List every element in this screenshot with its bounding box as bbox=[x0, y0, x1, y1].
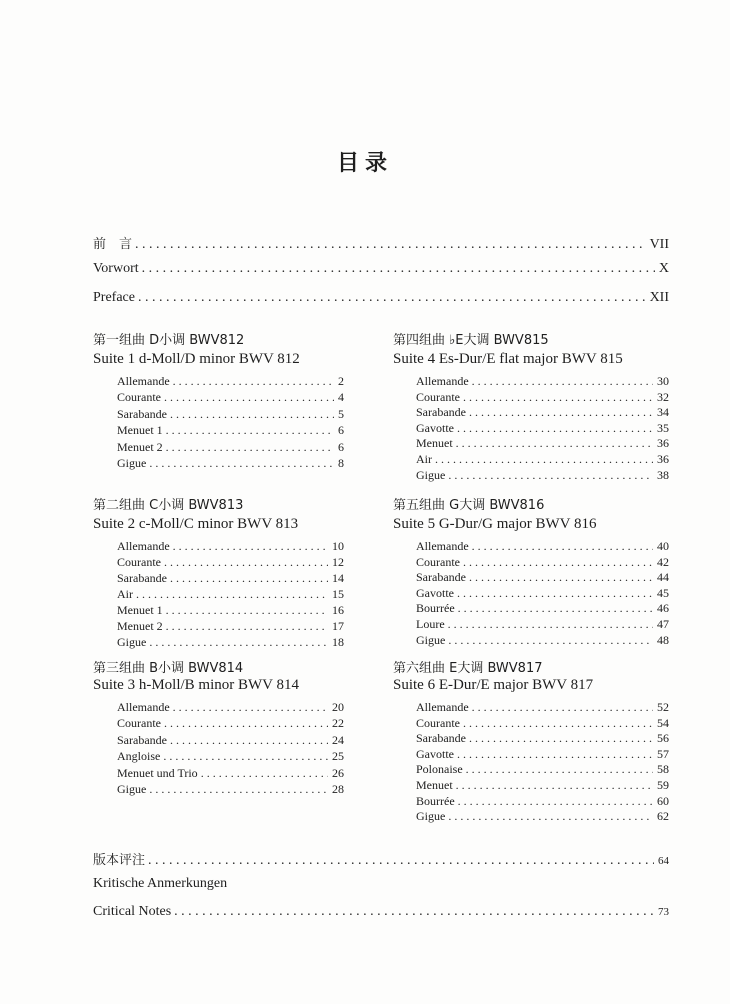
toc-entry[interactable] bbox=[117, 716, 344, 732]
suite-heading-cn: 第四组曲 ♭E大调 BWV815 bbox=[393, 333, 549, 348]
dot-leader bbox=[457, 747, 653, 762]
suite-heading-en: Suite 2 c-Moll/C minor BWV 813 bbox=[93, 516, 299, 532]
toc-entry[interactable] bbox=[117, 700, 344, 716]
entry-label: Courante bbox=[117, 555, 161, 569]
dot-leader bbox=[164, 390, 334, 405]
toc-entry[interactable] bbox=[416, 601, 669, 617]
toc-entry[interactable] bbox=[117, 440, 344, 456]
dot-leader bbox=[435, 452, 653, 467]
entry-page: 38 bbox=[657, 467, 669, 482]
entry-label: Gavotte bbox=[416, 420, 454, 435]
toc-entry[interactable] bbox=[416, 617, 669, 633]
suite-heading-cn: 第一组曲 D小调 BWV812 bbox=[93, 333, 245, 348]
entry-label: Menuet und Trio bbox=[117, 765, 198, 780]
entry-page: 52 bbox=[657, 700, 669, 714]
entry-label: Courante bbox=[416, 389, 460, 404]
toc-entry[interactable] bbox=[416, 794, 669, 810]
dot-leader bbox=[466, 762, 653, 777]
entry-page: 54 bbox=[657, 715, 669, 730]
toc-entry-vorwort[interactable] bbox=[93, 261, 669, 277]
entry-label: Gigue bbox=[416, 809, 446, 824]
entry-page: 6 bbox=[338, 439, 344, 454]
entry-page: 6 bbox=[338, 423, 344, 438]
dot-leader bbox=[173, 539, 328, 554]
dot-leader bbox=[135, 237, 646, 253]
entry-label: Air bbox=[117, 587, 133, 601]
dot-leader bbox=[201, 766, 328, 781]
entry-label: Sarabande bbox=[416, 405, 466, 420]
toc-entry[interactable] bbox=[117, 587, 344, 603]
entry-page: 46 bbox=[657, 601, 669, 616]
dot-leader bbox=[457, 421, 653, 436]
dot-leader bbox=[149, 456, 334, 471]
entry-page: 18 bbox=[332, 635, 344, 649]
entry-page: 64 bbox=[658, 855, 669, 867]
entry-label: Gigue bbox=[416, 632, 446, 647]
entry-label: Bourrée bbox=[416, 793, 455, 808]
entry-label: Allemande bbox=[416, 374, 469, 388]
toc-entry-preface[interactable] bbox=[93, 290, 669, 306]
entry-page: 35 bbox=[657, 420, 669, 435]
entry-page: 44 bbox=[657, 570, 669, 585]
entry-page: 32 bbox=[657, 389, 669, 404]
entry-label: Preface bbox=[93, 290, 135, 305]
entry-page: 10 bbox=[332, 539, 344, 553]
dot-leader bbox=[173, 374, 334, 389]
dot-leader bbox=[173, 700, 328, 715]
toc-entry[interactable] bbox=[416, 452, 669, 468]
entry-label: Air bbox=[416, 452, 432, 466]
entry-page: 25 bbox=[332, 749, 344, 764]
page-title: 目录 bbox=[336, 151, 393, 176]
toc-entry[interactable] bbox=[416, 586, 669, 602]
dot-leader bbox=[163, 749, 328, 764]
entry-label: Gavotte bbox=[416, 746, 454, 761]
suite-heading-en: Suite 6 E-Dur/E major BWV 817 bbox=[393, 677, 594, 693]
dot-leader bbox=[448, 468, 653, 483]
entry-page: 47 bbox=[657, 617, 669, 631]
toc-entry[interactable] bbox=[416, 436, 669, 452]
entry-page: 4 bbox=[338, 390, 344, 405]
dot-leader bbox=[463, 555, 653, 570]
toc-entry[interactable] bbox=[117, 619, 344, 635]
entry-page: 40 bbox=[657, 539, 669, 553]
dot-leader bbox=[174, 904, 654, 920]
dot-leader bbox=[149, 635, 328, 650]
dot-leader bbox=[456, 436, 653, 451]
entry-label: Allemande bbox=[416, 700, 469, 714]
entry-page: 26 bbox=[332, 765, 344, 780]
toc-entry[interactable] bbox=[416, 468, 669, 484]
toc-entry[interactable] bbox=[117, 390, 344, 406]
toc-entry[interactable] bbox=[117, 635, 344, 651]
entry-label: Gavotte bbox=[416, 585, 454, 600]
toc-entry[interactable] bbox=[117, 603, 344, 619]
dot-leader bbox=[170, 733, 328, 748]
dot-leader bbox=[457, 586, 653, 601]
entry-label: Sarabande bbox=[117, 571, 167, 585]
dot-leader bbox=[166, 619, 328, 634]
dot-leader bbox=[472, 374, 653, 389]
entry-page: 30 bbox=[657, 374, 669, 388]
toc-entry[interactable] bbox=[416, 374, 669, 390]
entry-page: 16 bbox=[332, 603, 344, 617]
entry-page: 36 bbox=[657, 452, 669, 466]
entry-page: 2 bbox=[338, 374, 344, 388]
entry-label: 版本评注 bbox=[93, 853, 146, 868]
suite-heading-en: Suite 1 d-Moll/D minor BWV 812 bbox=[93, 351, 300, 367]
dot-leader bbox=[136, 587, 328, 602]
entry-label: Angloise bbox=[117, 749, 161, 764]
dot-leader bbox=[472, 539, 653, 554]
dot-leader bbox=[149, 782, 328, 797]
toc-entry[interactable] bbox=[117, 749, 344, 765]
entry-label: Bourrée bbox=[416, 601, 455, 616]
toc-entry[interactable] bbox=[117, 733, 344, 749]
suite-heading-en: Suite 4 Es-Dur/E flat major BWV 815 bbox=[393, 351, 623, 367]
suite-heading-cn: 第三组曲 B小调 BWV814 bbox=[93, 661, 244, 676]
dot-leader bbox=[448, 633, 653, 648]
toc-entry[interactable] bbox=[416, 731, 669, 747]
entry-label: Courante bbox=[117, 390, 161, 405]
entry-label: Polonaise bbox=[416, 762, 463, 777]
dot-leader bbox=[170, 407, 334, 422]
toc-entry[interactable] bbox=[416, 539, 669, 555]
toc-entry[interactable] bbox=[117, 766, 344, 782]
dot-leader bbox=[469, 570, 653, 585]
toc-entry-notes-de[interactable] bbox=[93, 876, 669, 892]
toc-entry[interactable] bbox=[117, 456, 344, 472]
toc-entry[interactable] bbox=[117, 423, 344, 439]
entry-page: 57 bbox=[657, 746, 669, 761]
toc-entry-notes-cn[interactable] bbox=[93, 849, 669, 869]
dot-leader bbox=[472, 700, 653, 715]
entry-label: Gigue bbox=[416, 467, 446, 482]
entry-page: XII bbox=[649, 290, 669, 305]
dot-leader bbox=[463, 390, 653, 405]
entry-page: 59 bbox=[657, 778, 669, 792]
entry-page: 34 bbox=[657, 405, 669, 420]
entry-label: Gigue bbox=[117, 635, 147, 649]
dot-leader bbox=[469, 405, 653, 420]
toc-entry[interactable] bbox=[416, 633, 669, 649]
entry-label: Menuet 2 bbox=[117, 439, 163, 454]
entry-page: 22 bbox=[332, 716, 344, 731]
entry-label: Courante bbox=[416, 554, 460, 569]
entry-label: Sarabande bbox=[416, 731, 466, 746]
entry-page: 60 bbox=[657, 793, 669, 808]
entry-page: 20 bbox=[332, 700, 344, 714]
entry-label: Menuet bbox=[416, 436, 453, 451]
entry-page: 8 bbox=[338, 456, 344, 470]
dot-leader bbox=[448, 809, 653, 824]
entry-page: 5 bbox=[338, 406, 344, 421]
toc-entry[interactable] bbox=[416, 700, 669, 716]
entry-page: 58 bbox=[657, 762, 669, 777]
toc-entry[interactable] bbox=[117, 782, 344, 798]
entry-label: Allemande bbox=[117, 374, 170, 388]
entry-page: 17 bbox=[332, 619, 344, 633]
suite-heading-en: Suite 3 h-Moll/B minor BWV 814 bbox=[93, 677, 299, 693]
entry-page: 24 bbox=[332, 732, 344, 747]
dot-leader bbox=[148, 853, 654, 869]
toc-entry-notes-en[interactable] bbox=[93, 904, 669, 920]
toc-entry[interactable] bbox=[117, 555, 344, 571]
toc-entry[interactable] bbox=[416, 747, 669, 763]
entry-page: VII bbox=[649, 237, 669, 252]
entry-page: 36 bbox=[657, 436, 669, 451]
entry-label: Courante bbox=[416, 715, 460, 730]
dot-leader bbox=[469, 731, 653, 746]
toc-entry[interactable] bbox=[416, 390, 669, 406]
entry-label: Allemande bbox=[117, 539, 170, 553]
dot-leader bbox=[456, 778, 653, 793]
entry-page: 28 bbox=[332, 782, 344, 796]
toc-entry[interactable] bbox=[416, 809, 669, 825]
dot-leader bbox=[166, 440, 334, 455]
entry-label: Allemande bbox=[416, 539, 469, 553]
entry-page: X bbox=[658, 261, 669, 276]
dot-leader bbox=[138, 290, 646, 306]
suite-heading-cn: 第六组曲 E大调 BWV817 bbox=[393, 661, 543, 676]
entry-label: Gigue bbox=[117, 456, 147, 470]
dot-leader bbox=[164, 716, 328, 731]
dot-leader bbox=[142, 261, 655, 277]
toc-entry[interactable] bbox=[117, 539, 344, 555]
dot-leader bbox=[164, 555, 328, 570]
toc-entry[interactable] bbox=[117, 407, 344, 423]
entry-page: 15 bbox=[332, 587, 344, 601]
entry-page: 12 bbox=[332, 555, 344, 569]
suite-heading-cn: 第二组曲 C小调 BWV813 bbox=[93, 498, 244, 513]
toc-entry[interactable] bbox=[416, 555, 669, 571]
entry-page: 14 bbox=[332, 571, 344, 585]
dot-leader bbox=[463, 716, 653, 731]
entry-page: 62 bbox=[657, 809, 669, 824]
entry-label: Menuet 1 bbox=[117, 603, 163, 617]
toc-entry[interactable] bbox=[416, 405, 669, 421]
entry-label: Courante bbox=[117, 716, 161, 731]
entry-page: 42 bbox=[657, 554, 669, 569]
toc-entry[interactable] bbox=[416, 421, 669, 437]
entry-page: 56 bbox=[657, 731, 669, 746]
dot-leader bbox=[448, 617, 653, 632]
entry-label: Vorwort bbox=[93, 261, 139, 276]
dot-leader bbox=[458, 794, 653, 809]
dot-leader bbox=[166, 423, 334, 438]
entry-page: 48 bbox=[657, 632, 669, 647]
entry-label: Critical Notes bbox=[93, 904, 172, 919]
entry-label: 前 言 bbox=[93, 237, 133, 252]
entry-label: Menuet bbox=[416, 778, 453, 792]
entry-label: Loure bbox=[416, 617, 445, 631]
entry-page: 45 bbox=[657, 585, 669, 600]
toc-entry[interactable] bbox=[416, 778, 669, 794]
dot-leader bbox=[166, 603, 328, 618]
suite-heading-cn: 第五组曲 G大调 BWV816 bbox=[393, 498, 545, 513]
entry-label: Sarabande bbox=[117, 406, 167, 421]
toc-entry[interactable] bbox=[117, 374, 344, 390]
entry-label: Sarabande bbox=[117, 732, 167, 747]
entry-label: Allemande bbox=[117, 700, 170, 714]
toc-entry[interactable] bbox=[416, 716, 669, 732]
toc-entry[interactable] bbox=[416, 570, 669, 586]
entry-page: 73 bbox=[658, 906, 669, 918]
suite-heading-en: Suite 5 G-Dur/G major BWV 816 bbox=[393, 516, 597, 532]
toc-entry[interactable] bbox=[416, 762, 669, 778]
entry-label: Menuet 2 bbox=[117, 619, 163, 633]
entry-label: Gigue bbox=[117, 782, 147, 796]
dot-leader bbox=[458, 601, 653, 616]
entry-label: Kritische Anmerkungen bbox=[93, 876, 228, 891]
toc-entry-preface-cn[interactable] bbox=[93, 233, 669, 253]
toc-entry[interactable] bbox=[117, 571, 344, 587]
dot-leader bbox=[170, 571, 328, 586]
entry-label: Menuet 1 bbox=[117, 423, 163, 438]
entry-label: Sarabande bbox=[416, 570, 466, 585]
